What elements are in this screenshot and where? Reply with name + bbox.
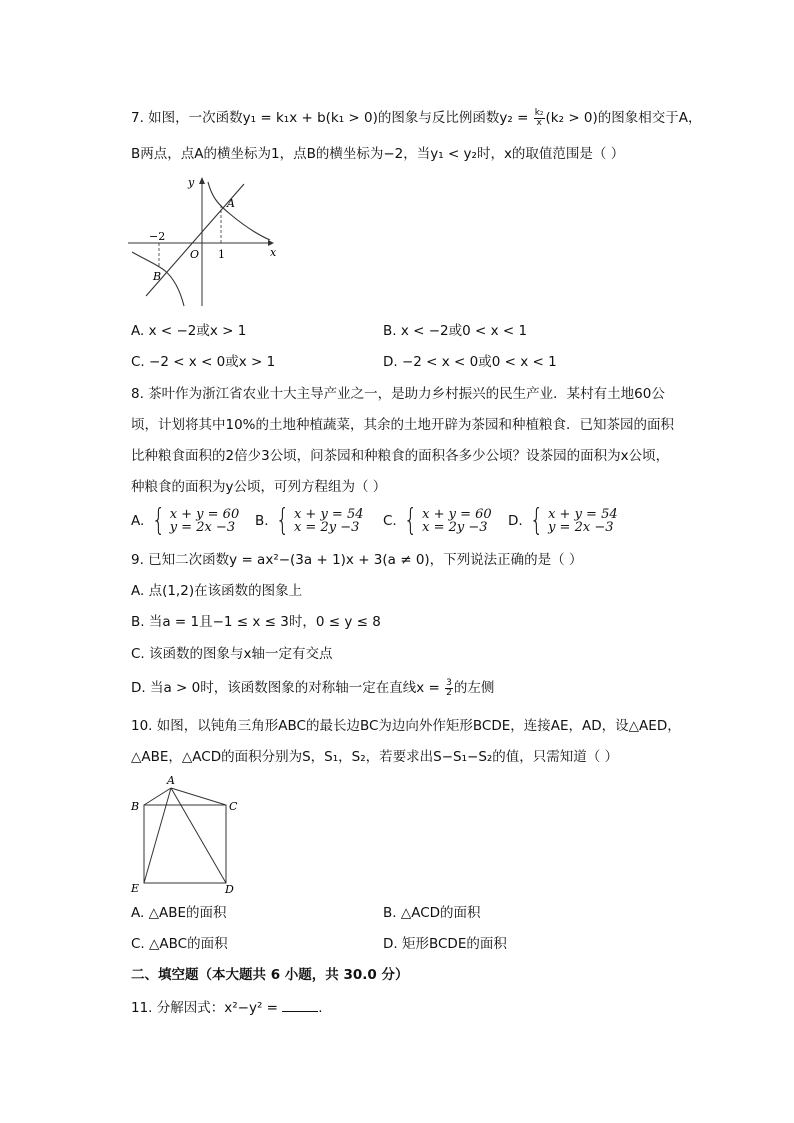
q10-option-a: A. △ABE的面积 — [131, 905, 227, 921]
q9-line1: 9. 已知二次函数y = ax²−(3a + 1)x + 3(a ≠ 0)，下列说法正确的是（ ） — [131, 552, 583, 568]
q10-option-c: C. △ABC的面积 — [131, 936, 228, 952]
q10-line2: △ABE，△ACD的面积分别为S，S₁，S₂，若要求出S−S₁−S₂的值，只需知道（ ） — [131, 749, 619, 765]
q7-graph-tick-1: 1 — [218, 248, 225, 261]
section-heading: 二、填空题（本大题共 6 小题，共 30.0 分） — [131, 967, 409, 983]
q8-option-c: C. { x + y = 60 x = 2y −3 — [383, 503, 492, 538]
q10-point-e: E — [131, 882, 140, 894]
q7-graph — [124, 172, 284, 312]
q7-line2: B两点，点A的横坐标为1，点B的横坐标为−2，当y₁ < y₂时，x的取值范围是（ ） — [131, 146, 625, 162]
q11-answer-blank[interactable] — [282, 997, 318, 1012]
q7-option-d: D. −2 < x < 0或0 < x < 1 — [383, 354, 557, 370]
q8-line2: 顷，计划将其中10%的土地种植蔬菜，其余的土地开辟为茶园和种植粮食．已知茶园的面积 — [131, 417, 675, 433]
q7-graph-y-label: y — [188, 176, 195, 189]
q7-option-a: A. x < −2或x > 1 — [131, 323, 247, 339]
q8-option-b: B. { x + y = 54 x = 2y −3 — [255, 503, 364, 538]
q7-fraction: $\frac{\text{k₂}}{x}$ — [534, 107, 544, 128]
q7-graph-tick-neg2: −2 — [149, 230, 166, 243]
q9-fraction: $\frac{3}{2}$ — [446, 677, 452, 698]
q10-line1: 10. 如图，以钝角三角形ABC的最长边BC为边向外作矩形BCDE，连接AE，AD，设△AED， — [131, 718, 681, 734]
q10-figure — [128, 774, 248, 894]
q10-point-b: B — [131, 800, 140, 813]
q8-line1: 8. 茶叶作为浙江省农业十大主导产业之一，是助力乡村振兴的民生产业．某村有土地60公 — [131, 386, 665, 402]
q9-option-c: C. 该函数的图象与x轴一定有交点 — [131, 646, 333, 662]
q7-option-c: C. −2 < x < 0或x > 1 — [131, 354, 276, 370]
q10-option-d: D. 矩形BCDE的面积 — [383, 936, 507, 952]
q7-graph-origin: O — [190, 248, 200, 261]
q10-point-c: C — [229, 800, 238, 813]
q10-option-b: B. △ACD的面积 — [383, 905, 481, 921]
q8-line4: 种粮食的面积为y公顷，可列方程组为（ ） — [131, 479, 387, 495]
q7-graph-x-label: x — [270, 246, 277, 259]
q10-point-a: A — [167, 774, 175, 787]
q8-line3: 比种粮食面积的2倍少3公顷，问茶园和种粮食的面积各多少公顷？设茶园的面积为x公顷， — [131, 448, 670, 464]
q9-option-a: A. 点(1,2)在该函数的图象上 — [131, 583, 303, 599]
q7-graph-point-a: A — [227, 197, 235, 210]
q7-line1: 7. 如图，一次函数y₁ = k₁x + b(k₁ > 0)的图象与反比例函数y₂ = $\frac{\text{k₂}}{x}$ (k₂ > 0)的图象相交于A， — [131, 107, 702, 128]
q10-point-d: D — [225, 883, 234, 894]
q8-option-a: A. { x + y = 60 y = 2x −3 — [131, 503, 240, 538]
q7-graph-point-b: B — [153, 270, 162, 283]
q8-option-d: D. { x + y = 54 y = 2x −3 — [508, 503, 618, 538]
q11-line: 11. 分解因式：x²−y² = . — [131, 997, 323, 1018]
q7-option-b: B. x < −2或0 < x < 1 — [383, 323, 528, 339]
q9-option-b: B. 当a = 1且−1 ≤ x ≤ 3时，0 ≤ y ≤ 8 — [131, 614, 381, 630]
q9-option-d: D. 当a > 0时，该函数图象的对称轴一定在直线x = $\frac{3}{2}$ 的左侧 — [131, 677, 495, 698]
